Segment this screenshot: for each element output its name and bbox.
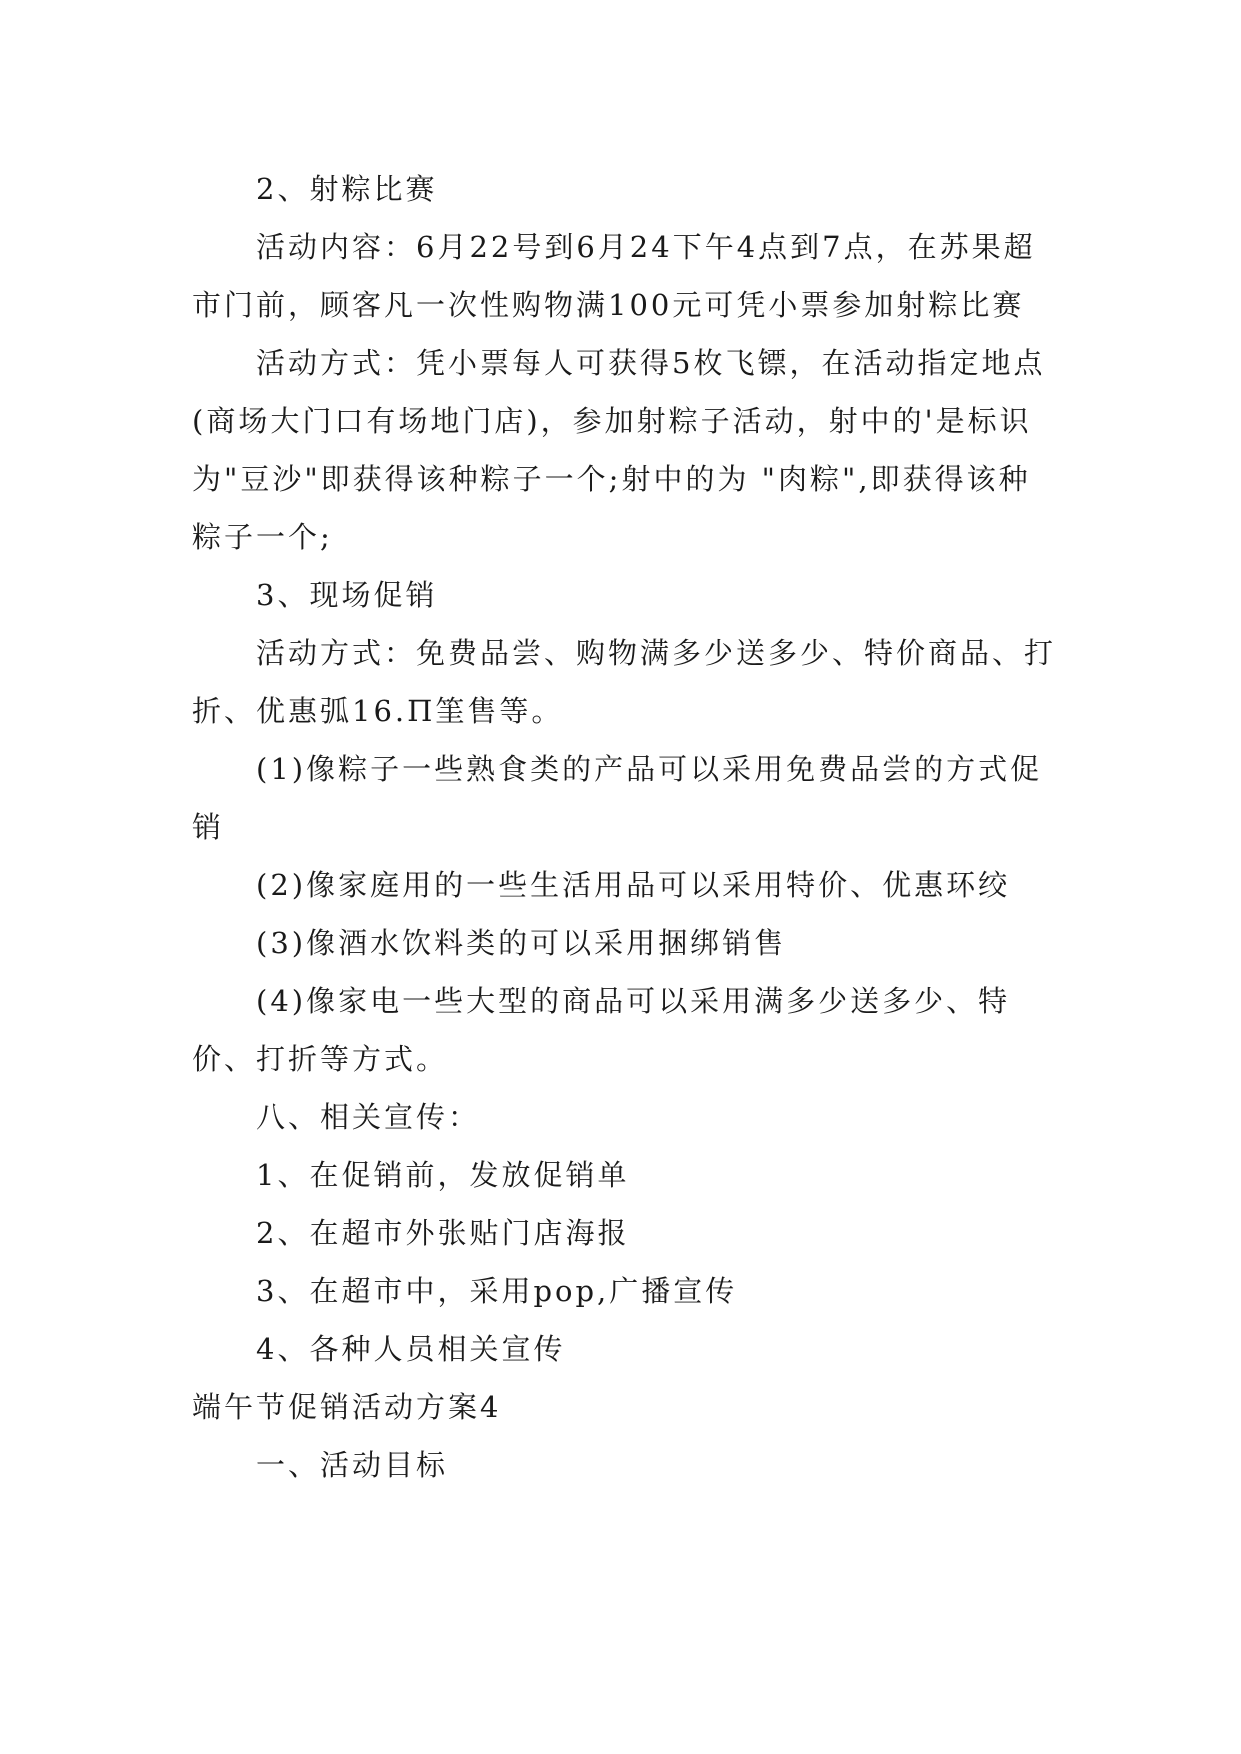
- paragraph-activity-method: 活动方式：凭小票每人可获得5枚飞镖，在活动指定地点(商场大门口有场地门店)，参加射粽子活动，射中的'是标识为"豆沙"即获得该种粽子一个;射中的为 "肉粽",即获得该种粽子一个;: [192, 346, 1046, 554]
- paragraph-activity-content: 活动内容：6月22号到6月24下午4点到7点，在苏果超市门前，顾客凡一次性购物满100元可凭小票参加射粽比赛: [192, 230, 1036, 322]
- publicity-item-1: 1、在促销前，发放促销单: [256, 1158, 630, 1192]
- publicity-item-3: 3、在超市中，采用pop,广播宣传: [256, 1274, 738, 1308]
- subheading-onsite-promotion: 3、现场促销: [256, 578, 438, 612]
- list-item-4: (4)像家电一些大型的商品可以采用满多少送多少、特价、打折等方式。: [192, 984, 1011, 1076]
- paragraph-promotion-method: 活动方式：免费品尝、购物满多少送多少、特价商品、打折、优惠弧16.Π筀售等。: [192, 636, 1057, 728]
- list-item-3: (3)像酒水饮料类的可以采用捆绑销售: [256, 926, 787, 960]
- publicity-item-2: 2、在超市外张贴门店海报: [256, 1216, 630, 1250]
- section-heading-publicity: 八、相关宣传：: [256, 1100, 481, 1134]
- list-item-2: (2)像家庭用的一些生活用品可以采用特价、优惠环绞: [256, 868, 1011, 902]
- list-item-1: (1)像粽子一些熟食类的产品可以采用免费品尝的方式促销: [192, 752, 1043, 844]
- section-heading-activity-goal: 一、活动目标: [256, 1448, 449, 1482]
- document-title-plan-4: 端午节促销活动方案4: [192, 1390, 502, 1424]
- subheading-shooting-contest: 2、射粽比赛: [256, 172, 438, 206]
- document-body: [192, 160, 1062, 1494]
- publicity-item-4: 4、各种人员相关宣传: [256, 1332, 566, 1366]
